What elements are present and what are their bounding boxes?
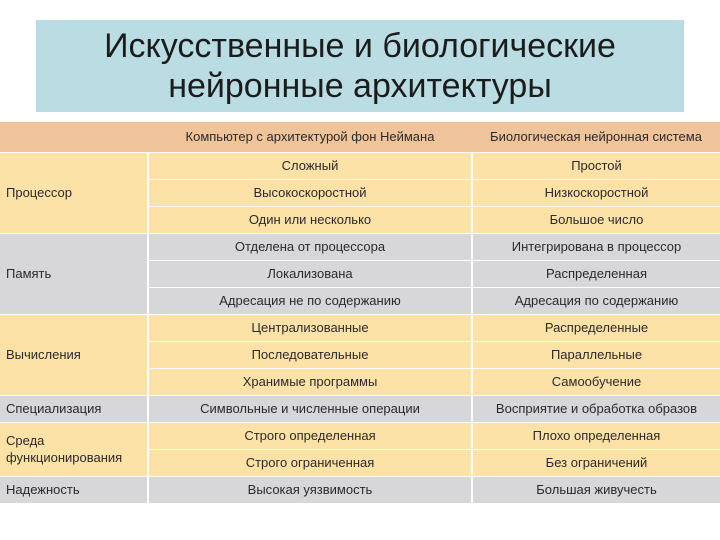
von-neumann-cell: Централизованные	[148, 314, 472, 341]
von-neumann-cell: Высокоскоростной	[148, 179, 472, 206]
table-row	[0, 395, 720, 422]
row-category-label: Процессор	[0, 152, 148, 233]
table-row	[0, 233, 720, 260]
slide-title-line-2: нейронные архитектуры	[168, 67, 552, 105]
biological-cell: Распределенные	[472, 314, 720, 341]
von-neumann-cell: Строго ограниченная	[148, 449, 472, 476]
biological-cell: Простой	[472, 152, 720, 179]
table-row	[0, 476, 720, 503]
biological-cell: Распределенная	[472, 260, 720, 287]
row-category-label: Специализация	[0, 395, 148, 422]
von-neumann-cell: Высокая уязвимость	[148, 476, 472, 503]
header-cell-biological: Биологическая нейронная система	[472, 122, 720, 152]
von-neumann-cell: Адресация не по содержанию	[148, 287, 472, 314]
biological-cell: Большое число	[472, 206, 720, 233]
biological-cell: Плохо определенная	[472, 422, 720, 449]
header-cell-category	[0, 122, 148, 152]
biological-cell: Параллельные	[472, 341, 720, 368]
row-category-label: Надежность	[0, 476, 148, 503]
biological-cell: Без ограничений	[472, 449, 720, 476]
biological-cell: Низкоскоростной	[472, 179, 720, 206]
row-category-label: Память	[0, 233, 148, 314]
biological-cell: Интегрирована в процессор	[472, 233, 720, 260]
slide-title-line-1: Искусственные и биологические	[104, 27, 616, 65]
von-neumann-cell: Хранимые программы	[148, 368, 472, 395]
von-neumann-cell: Локализована	[148, 260, 472, 287]
table-header-row	[0, 122, 720, 152]
slide-title	[36, 20, 684, 112]
row-category-label: Среда функционирования	[0, 422, 148, 476]
biological-cell: Большая живучесть	[472, 476, 720, 503]
row-category-label: Вычисления	[0, 314, 148, 395]
von-neumann-cell: Сложный	[148, 152, 472, 179]
biological-cell: Самообучение	[472, 368, 720, 395]
biological-cell: Адресация по содержанию	[472, 287, 720, 314]
table-row	[0, 314, 720, 341]
biological-cell: Восприятие и обработка образов	[472, 395, 720, 422]
von-neumann-cell: Строго определенная	[148, 422, 472, 449]
table-row	[0, 152, 720, 179]
von-neumann-cell: Один или несколько	[148, 206, 472, 233]
comparison-table	[0, 122, 720, 504]
von-neumann-cell: Отделена от процессора	[148, 233, 472, 260]
header-cell-von-neumann: Компьютер с архитектурой фон Неймана	[148, 122, 472, 152]
table-row	[0, 422, 720, 449]
von-neumann-cell: Последовательные	[148, 341, 472, 368]
von-neumann-cell: Символьные и численные операции	[148, 395, 472, 422]
